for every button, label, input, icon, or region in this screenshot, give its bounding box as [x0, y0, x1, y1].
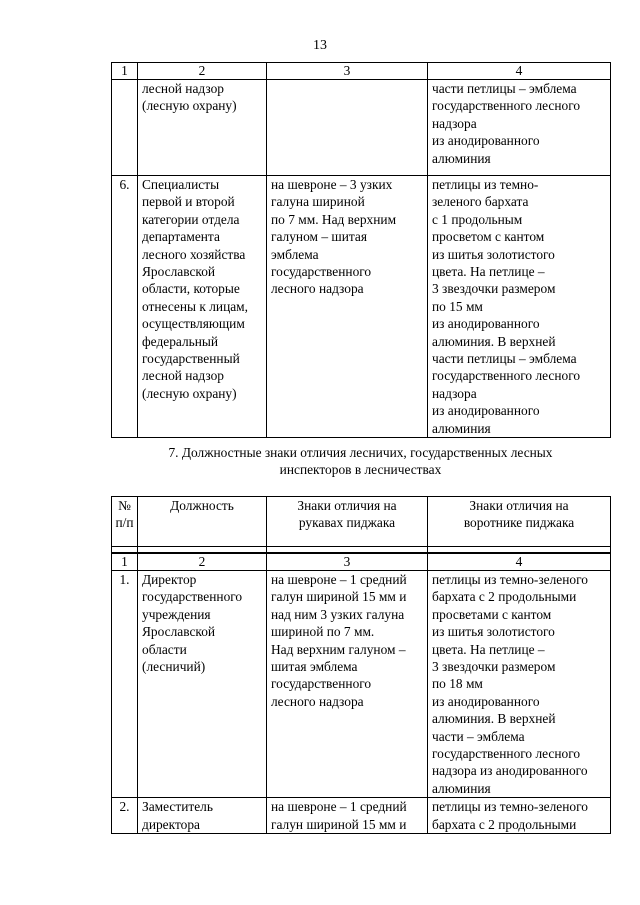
- text-line: Знаки отличия на: [469, 498, 569, 513]
- column-number: 1: [112, 63, 138, 80]
- column-number: 4: [428, 553, 611, 571]
- text-line: Специалисты: [142, 177, 220, 192]
- text-line: осуществляющим: [142, 316, 245, 332]
- text-line: части – эмблема: [432, 728, 525, 744]
- text-line: государственного: [271, 676, 372, 692]
- text-line: 3 звездочки размером: [432, 659, 556, 675]
- text-line: государственного лесного: [432, 98, 581, 114]
- sleeve-insignia-cell: [267, 798, 428, 834]
- row-number-cell: 6.: [112, 176, 138, 438]
- text-line: (лесную охрану): [142, 98, 237, 114]
- text-line: лесного надзора: [271, 693, 364, 709]
- text-line: государственного: [142, 589, 243, 605]
- text-line: на шевроне – 1 средний: [271, 799, 407, 815]
- text-line: области, которые: [142, 281, 240, 297]
- column-number: 2: [138, 63, 267, 80]
- position-cell: [138, 80, 267, 176]
- collar-insignia-cell: [428, 571, 611, 798]
- text-line: просветом с кантом: [432, 229, 545, 245]
- text-line: надзора из анодированного: [432, 763, 588, 779]
- text-line: первой и второй: [142, 194, 235, 210]
- header-collar: [428, 497, 611, 547]
- text-line: алюминия: [432, 150, 491, 166]
- column-number: 2: [138, 553, 267, 571]
- table-row: [112, 571, 611, 798]
- text-line: Директор: [142, 572, 197, 587]
- sleeve-insignia-cell: [267, 571, 428, 798]
- text-line: лесного хозяйства: [142, 246, 246, 262]
- collar-insignia-cell: [428, 176, 611, 438]
- text-line: (лесничий): [142, 659, 206, 675]
- text-line: федеральный: [142, 333, 219, 349]
- position-cell: [138, 798, 267, 834]
- text-line: области: [142, 641, 187, 657]
- text-line: лесной надзор: [142, 81, 224, 96]
- text-line: галуна шириной: [271, 194, 365, 210]
- text-line: государственного: [271, 264, 372, 280]
- text-line: из шитья золотистого: [432, 624, 555, 640]
- text-line: бархата с 2 продольными: [432, 816, 577, 832]
- text-line: Ярославской: [142, 264, 216, 280]
- text-line: галуном – шитая: [271, 229, 367, 245]
- position-cell: [138, 571, 267, 798]
- text-line: инспекторов в лесничествах: [279, 462, 442, 478]
- text-line: из анодированного: [432, 403, 540, 419]
- text-line: части петлицы – эмблема: [432, 81, 577, 96]
- text-line: над ним 3 узких галуна: [271, 606, 405, 622]
- header-position: [138, 497, 267, 547]
- text-line: государственного лесного: [432, 746, 581, 762]
- page-number: 13: [313, 38, 327, 53]
- column-number: 4: [428, 63, 611, 80]
- text-line: Должность: [170, 498, 234, 513]
- text-line: галун шириной 15 мм и: [271, 589, 407, 605]
- row-number-cell: [112, 80, 138, 176]
- sleeve-insignia-cell: [267, 80, 428, 176]
- row-number-cell: 1.: [112, 571, 138, 798]
- table-row: [112, 798, 611, 834]
- column-number-row: [112, 63, 611, 80]
- text-line: надзора: [432, 115, 477, 131]
- column-number: 3: [267, 553, 428, 571]
- collar-insignia-cell: [428, 798, 611, 834]
- text-line: просветами с кантом: [432, 606, 552, 622]
- text-line: из анодированного: [432, 133, 540, 149]
- text-line: из шитья золотистого: [432, 246, 555, 262]
- text-line: петлицы из темно-зеленого: [432, 799, 588, 815]
- table-forester-insignia: [111, 496, 611, 834]
- text-line: п/п: [115, 514, 134, 530]
- text-line: алюминия: [432, 420, 491, 436]
- text-line: петлицы из темно-зеленого: [432, 572, 588, 587]
- text-line: Знаки отличия на: [297, 498, 397, 513]
- text-line: части петлицы – эмблема: [432, 351, 577, 367]
- text-line: лесной надзор: [142, 368, 224, 384]
- text-line: 7. Должностные знаки отличия лесничих, государственных лесных: [168, 445, 553, 460]
- text-line: алюминия. В верхней: [432, 333, 556, 349]
- text-line: на шевроне – 3 узких: [271, 177, 393, 192]
- text-line: 3 звездочки размером: [432, 281, 556, 297]
- text-line: эмблема: [271, 246, 319, 262]
- table-insignia-continued: [111, 62, 611, 438]
- column-number: 1: [112, 553, 138, 571]
- text-line: учреждения: [142, 606, 211, 622]
- text-line: алюминия. В верхней: [432, 711, 556, 727]
- text-line: зеленого бархата: [432, 194, 529, 210]
- text-line: по 7 мм. Над верхним: [271, 211, 397, 227]
- text-line: из анодированного: [432, 693, 540, 709]
- text-line: галун шириной 15 мм и: [271, 816, 407, 832]
- sleeve-insignia-cell: [267, 176, 428, 438]
- table-row: [112, 176, 611, 438]
- header-row: [112, 497, 611, 547]
- text-line: категории отдела: [142, 211, 240, 227]
- text-line: петлицы из темно-: [432, 177, 539, 192]
- text-line: цвета. На петлице –: [432, 641, 545, 657]
- text-line: Ярославской: [142, 624, 216, 640]
- section-heading: [111, 444, 610, 479]
- row-number-cell: 2.: [112, 798, 138, 834]
- text-line: (лесную охрану): [142, 385, 237, 401]
- text-line: по 18 мм: [432, 676, 483, 692]
- text-line: государственный: [142, 351, 240, 367]
- text-line: цвета. На петлице –: [432, 264, 545, 280]
- header-num: [112, 497, 138, 547]
- collar-insignia-cell: [428, 80, 611, 176]
- text-line: директора: [142, 816, 200, 832]
- text-line: шириной по 7 мм.: [271, 624, 375, 640]
- text-line: воротнике пиджака: [463, 514, 575, 530]
- text-line: алюминия: [432, 780, 491, 796]
- text-line: шитая эмблема: [271, 659, 358, 675]
- text-line: из анодированного: [432, 316, 540, 332]
- text-line: департамента: [142, 229, 220, 245]
- text-line: лесного надзора: [271, 281, 364, 297]
- text-line: отнесены к лицам,: [142, 298, 249, 314]
- text-line: по 15 мм: [432, 298, 483, 314]
- text-line: рукавах пиджака: [298, 514, 396, 530]
- text-line: Заместитель: [142, 799, 213, 815]
- text-line: бархата с 2 продольными: [432, 589, 577, 605]
- text-line: №: [118, 498, 131, 513]
- column-number: 3: [267, 63, 428, 80]
- text-line: государственного лесного: [432, 368, 581, 384]
- text-line: Над верхним галуном –: [271, 641, 406, 657]
- position-cell: [138, 176, 267, 438]
- column-number-row: [112, 553, 611, 571]
- table-row: [112, 80, 611, 176]
- header-sleeve: [267, 497, 428, 547]
- text-line: с 1 продольным: [432, 211, 523, 227]
- text-line: на шевроне – 1 средний: [271, 572, 407, 587]
- text-line: надзора: [432, 385, 477, 401]
